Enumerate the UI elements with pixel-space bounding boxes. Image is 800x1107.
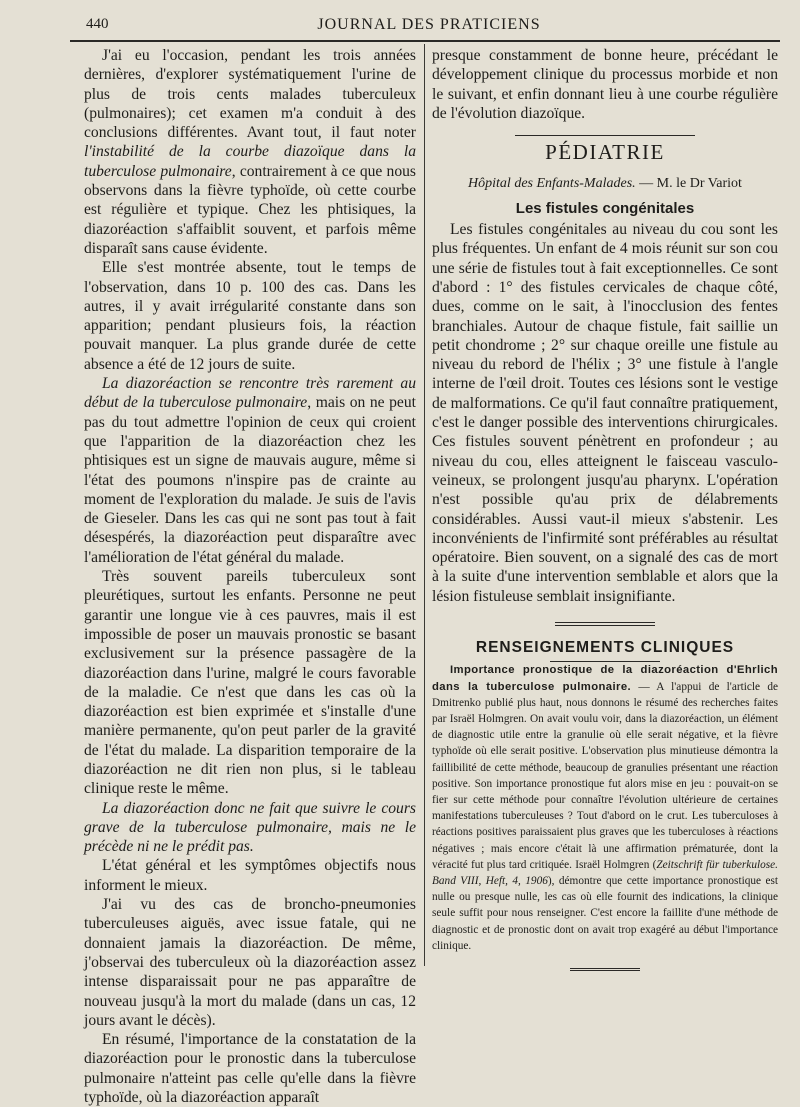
emphasis-text: l'instabilité de la courbe diazoïque dans la tuberculose pulmonaire bbox=[84, 143, 416, 180]
paragraph-emphasis: La diazoréaction donc ne fait que suivre le cours grave de la tuberculose pulmonaire, mais ne le précède ni ne le prédit pas. bbox=[84, 799, 416, 856]
paragraph: Elle s'est montrée absente, tout le temps de l'observation, dans 10 p. 100 des cas. Dans les autres, il y avait irrégularité constante dans son apparition; pendant plusieurs fois, la réaction pouvait manquer. La plus grande durée de cette absence a été de 12 jours de suite. bbox=[84, 259, 416, 373]
page-number: 440 bbox=[86, 16, 109, 32]
paragraph-continued: presque constamment de bonne heure, précédant le développement clinique du processus morbide et non le suivant, et enfin donnant lieu à une courbe régulière de l'évolution diazoïque. bbox=[432, 47, 778, 122]
header-rule bbox=[70, 40, 780, 42]
paragraph: Très souvent pareils tuberculeux sont pleurétiques, surtout les enfants. Personne ne peut garantir une longue vie à ces pauvres, mais il est impossible de poser un mauvais pronostic se basant exclusivement sur la présence passagère de la diazoréaction dans l'urine, malgré le cours favorable de la maladie. Ce n'est que dans les cas où la diazoréaction est bien exprimée et s'installe d'une manière permanente, qu'on peut parler de la gravité de l'état du malade. La disparition temporaire de la diazoréaction ne dit rien non plus, si le tableau clinique reste le même. bbox=[84, 568, 416, 798]
paragraph-text: , mais on ne peut pas du tout admettre l'opinion de ceux qui croient que l'apparition de la diazoréaction chez les phtisiques est un signe de mauvais augure, même si l'état des poumons n'inspire pas de crainte au moment de l'exploration du malade. Je suis de l'avis de Gieseler. Dans les cas qui ne sont pas tout à fait désespérés, la diazoréaction peut disparaître avec l'amélioration de l'état général du malade. bbox=[84, 394, 416, 566]
clinical-note bbox=[432, 662, 778, 954]
paragraph bbox=[84, 374, 416, 567]
article-subhead: Les fistules congénitales bbox=[515, 199, 695, 217]
note-citation: Zeitschrift für tuberkulose. Band VIII, Heft, 4, 1906 bbox=[432, 858, 778, 887]
note-text: — A l'appui de l'article de Dmitrenko publié plus haut, nous donnons le résumé des recherches faites par Israël Holmgren. On avait voulu voir, dans la diazoréaction, un élément de diagnostic utile entre la granulie où elle serait négative, et la fièvre typhoïde où elle serait positive. L'observation plus minutieuse démontra la faillibilité de cette méthode, beaucoup de granulies présentant une réaction positive. Son importance pronostique fut alors mise en jeu : pouvait-on se fier sur cette méthode pour connaître l'évolution ultérieure de certaines manifestations tuberculeuses ? Tout d'abord on le crut. Les tuberculoses à réactions positives paraissaient plus graves que les tuberculoses à réactions négatives ; mais encore c'était là une affirmation prématurée, dont la véracité fut plus tard critiquée. Israël Holmgren ( bbox=[432, 680, 778, 871]
section-rule bbox=[515, 135, 695, 136]
byline bbox=[432, 174, 778, 193]
section-title-pediatrie: PÉDIATRIE bbox=[545, 140, 665, 165]
paragraph-text: , contrairement à ce que nous observons dans la fièvre typhoïde, où cette courbe est régulière et typique. Chez les phtisiques, la diazoréaction s'affaiblit souvent, et parfois même disparaît sans cause évidente. bbox=[84, 162, 416, 257]
page-header bbox=[70, 10, 788, 34]
right-column bbox=[432, 46, 778, 971]
paragraph: L'état général et les symptômes objectifs nous informent le mieux. bbox=[84, 857, 416, 894]
section-title-renseignements: RENSEIGNEMENTS CLINIQUES bbox=[475, 639, 735, 657]
note-text: ), démontre que cette importance pronostique est nulle ou presque nulle, les cas où elle fournit des indications, la clinique seule suffit pour nous renseigner. C'est encore la faillite d'une méthode de diagnostic et de pronostic dont on avait trop exagéré au début l'importance clinique. bbox=[432, 874, 778, 952]
paragraph bbox=[84, 46, 416, 258]
end-rule bbox=[570, 968, 640, 971]
journal-title: JOURNAL DES PRATICIENS bbox=[317, 16, 541, 33]
paragraph-text: J'ai eu l'occasion, pendant les trois années dernières, d'explorer systématiquement l'urine de plus de trois cents malades tuberculeux (pulmonaires); cet examen m'a conduit à des conclusions différentes. Avant tout, il faut noter bbox=[84, 47, 416, 142]
column-divider bbox=[424, 44, 425, 966]
byline-source: Hôpital des Enfants-Malades. bbox=[468, 176, 636, 192]
emphasis-text: La diazoréaction se rencontre très rarement au début de la tuberculose pulmonaire bbox=[84, 375, 416, 412]
byline-author: — M. le Dr Variot bbox=[635, 176, 742, 192]
paragraph: J'ai vu des cas de broncho-pneumonies tuberculeuses aiguës, avec issue fatale, qui ne donnaient jamais la diazoréaction. De même, j'observai des tuberculeux où la diazoréaction assez intense disparaissait pour ne pas apparaître de nouveau jusqu'à la mort du malade (dans un cas, 12 jours avant le décès). bbox=[84, 896, 416, 1029]
paragraph: En résumé, l'importance de la constatation de la diazoréaction pour le pronostic dans la tuberculose pulmonaire n'atteint pas celle qu'elle dans la fièvre typhoïde, où la diazoréaction apparaît bbox=[84, 1031, 416, 1107]
paragraph: Les fistules congénitales au niveau du cou sont les plus fréquentes. Un enfant de 4 mois réunit sur son cou une série de fistules tout à fait exceptionnelles. Ce sont d'abord : 1° des fistules cervicales de chaque côté, dues, comme on le sait, à l'inocclusion des fentes branchiales. Autour de chaque fistule, fait saillie un petit chondrome ; 2° sur chaque oreille une fistule au niveau du rebord de l'hélix ; 3° une fistule à l'angle interne de l'œil droit. Toutes ces lésions sont le vestige de malformations. Ce qu'il faut connaître pratiquement, c'est le danger possible des interventions chirurgicales. Ces fistules souvent pénètrent en profondeur ; au niveau du cou, elles atteignent le faisceau vasculo-veineux, se prolongent jusqu'au pharynx. L'opération n'est possible qu'au prix de délabrements considérables. Aussi vaut-il mieux s'abstenir. Les inconvénients de l'infirmité sont préférables au résultat opératoire. Bien souvent, on a signalé des cas de mort à la suite d'une intervention semblable et alors que la lésion fistuleuse semblait insignifiante. bbox=[432, 221, 778, 605]
left-column bbox=[84, 46, 416, 1107]
note-lead: Importance pronostique de la diazoréaction d'Ehrlich dans la tuberculose pulmonaire. bbox=[432, 664, 778, 693]
section-double-rule bbox=[555, 622, 655, 626]
